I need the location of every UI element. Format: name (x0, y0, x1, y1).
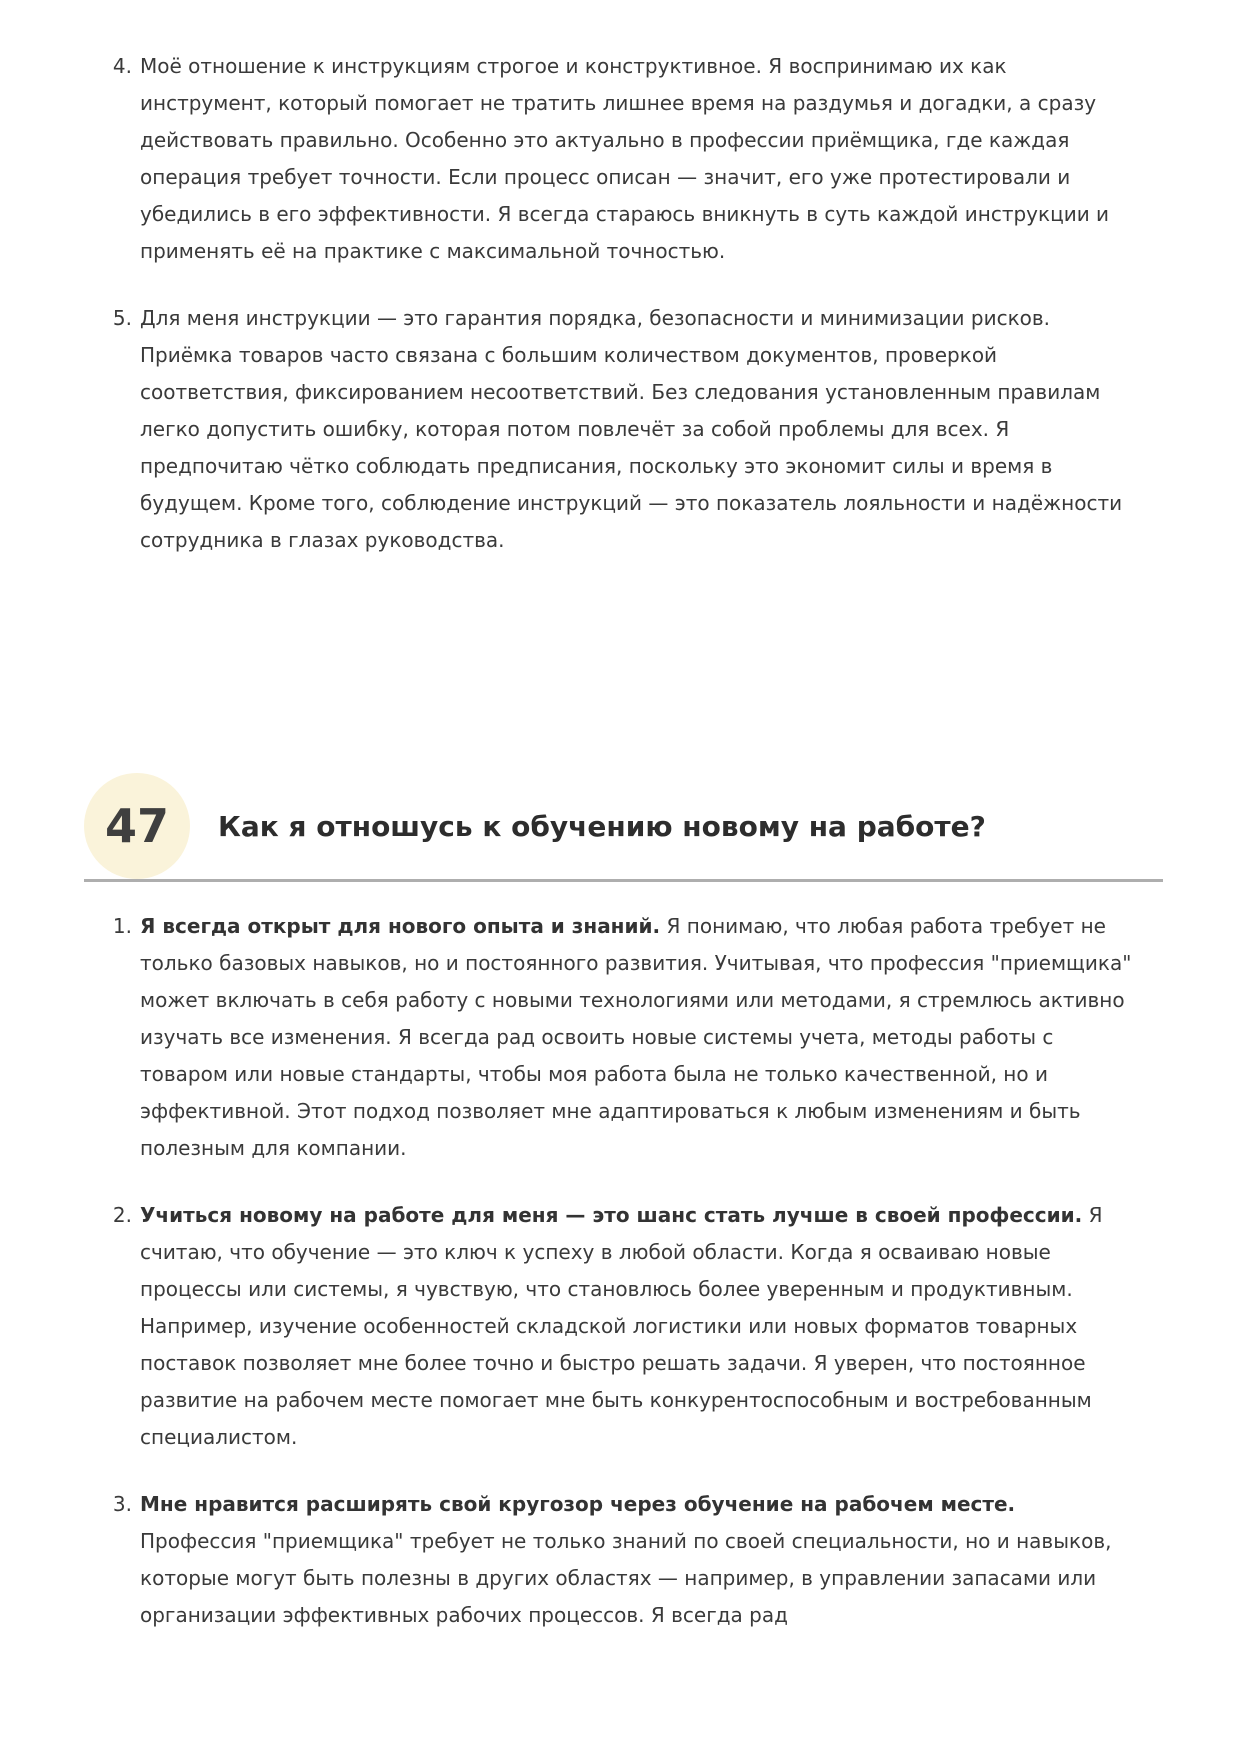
section-divider (84, 879, 1163, 882)
list-item-lead: Я всегда открыт для нового опыта и знаний. (140, 914, 661, 938)
list-item-number: 3. (112, 1492, 132, 1516)
list-item-text (140, 908, 1135, 1167)
list-item-rest: Я понимаю, что любая работа требует не только базовых навыков, но и постоянного развития. Учитывая, что профессия "приемщика" может включать в себя работу с новыми технологиями или методами, я стремлюсь активно изучать все изменения. Я всегда рад освоить новые системы учета, методы работы с товаром или новые стандарты, чтобы моя работа была не только качественной, но и эффективной. Этот подход позволяет мне адаптироваться к любым изменениям и быть полезным для компании. (140, 914, 1132, 1160)
list-item-number: 5. (112, 306, 132, 330)
list-item-2 (106, 1197, 1135, 1456)
question-number-badge: 47 (84, 773, 190, 879)
list-item-number: 1. (112, 914, 132, 938)
list-item-1 (106, 908, 1135, 1167)
list-item-text: Для меня инструкции — это гарантия порядка, безопасности и минимизации рисков. Приёмка товаров часто связана с большим количеством документов, проверкой соответствия, фиксированием несоответствий. Без следования установленным правилам легко допустить ошибку, которая потом повлечёт за собой проблемы для всех. Я предпочитаю чётко соблюдать предписания, поскольку это экономит силы и время в будущем. Кроме того, соблюдение инструкций — это показатель лояльности и надёжности сотрудника в глазах руководства. (140, 306, 1123, 552)
list-item-lead: Учиться новому на работе для меня — это шанс стать лучше в своей профессии. (140, 1203, 1083, 1227)
list-item-rest: Профессия "приемщика" требует не только знаний по своей специальности, но и навыков, которые могут быть полезны в других областях — например, в управлении запасами или организации эффективных рабочих процессов. Я всегда рад (140, 1529, 1112, 1627)
list-item-3 (106, 1486, 1135, 1634)
list-item-lead: Мне нравится расширять свой кругозор через обучение на рабочем месте. (140, 1492, 1016, 1516)
numbered-list-bottom (84, 908, 1163, 1634)
list-item-number: 2. (112, 1203, 132, 1227)
list-item-4 (106, 48, 1135, 270)
list-item-text (140, 1486, 1135, 1634)
list-item-text (140, 1197, 1135, 1456)
list-item-number: 4. (112, 54, 132, 78)
list-item-5 (106, 300, 1135, 559)
list-item-rest: Я считаю, что обучение — это ключ к успеху в любой области. Когда я осваиваю новые процессы или системы, я чувствую, что становлюсь более уверенным и продуктивным. Например, изучение особенностей складской логистики или новых форматов товарных поставок позволяет мне более точно и быстро решать задачи. Я уверен, что постоянное развитие на рабочем месте помогает мне быть конкурентоспособным и востребованным специалистом. (140, 1203, 1103, 1449)
question-title: Как я отношусь к обучению новому на работе? (218, 809, 986, 843)
list-item-text: Моё отношение к инструкциям строгое и конструктивное. Я воспринимаю их как инструмент, который помогает не тратить лишнее время на раздумья и догадки, а сразу действовать правильно. Особенно это актуально в профессии приёмщика, где каждая операция требует точности. Если процесс описан — значит, его уже протестировали и убедились в его эффективности. Я всегда стараюсь вникнуть в суть каждой инструкции и применять её на практике с максимальной точностью. (140, 54, 1110, 263)
question-section-header (84, 773, 1163, 879)
numbered-list-top (84, 48, 1163, 559)
